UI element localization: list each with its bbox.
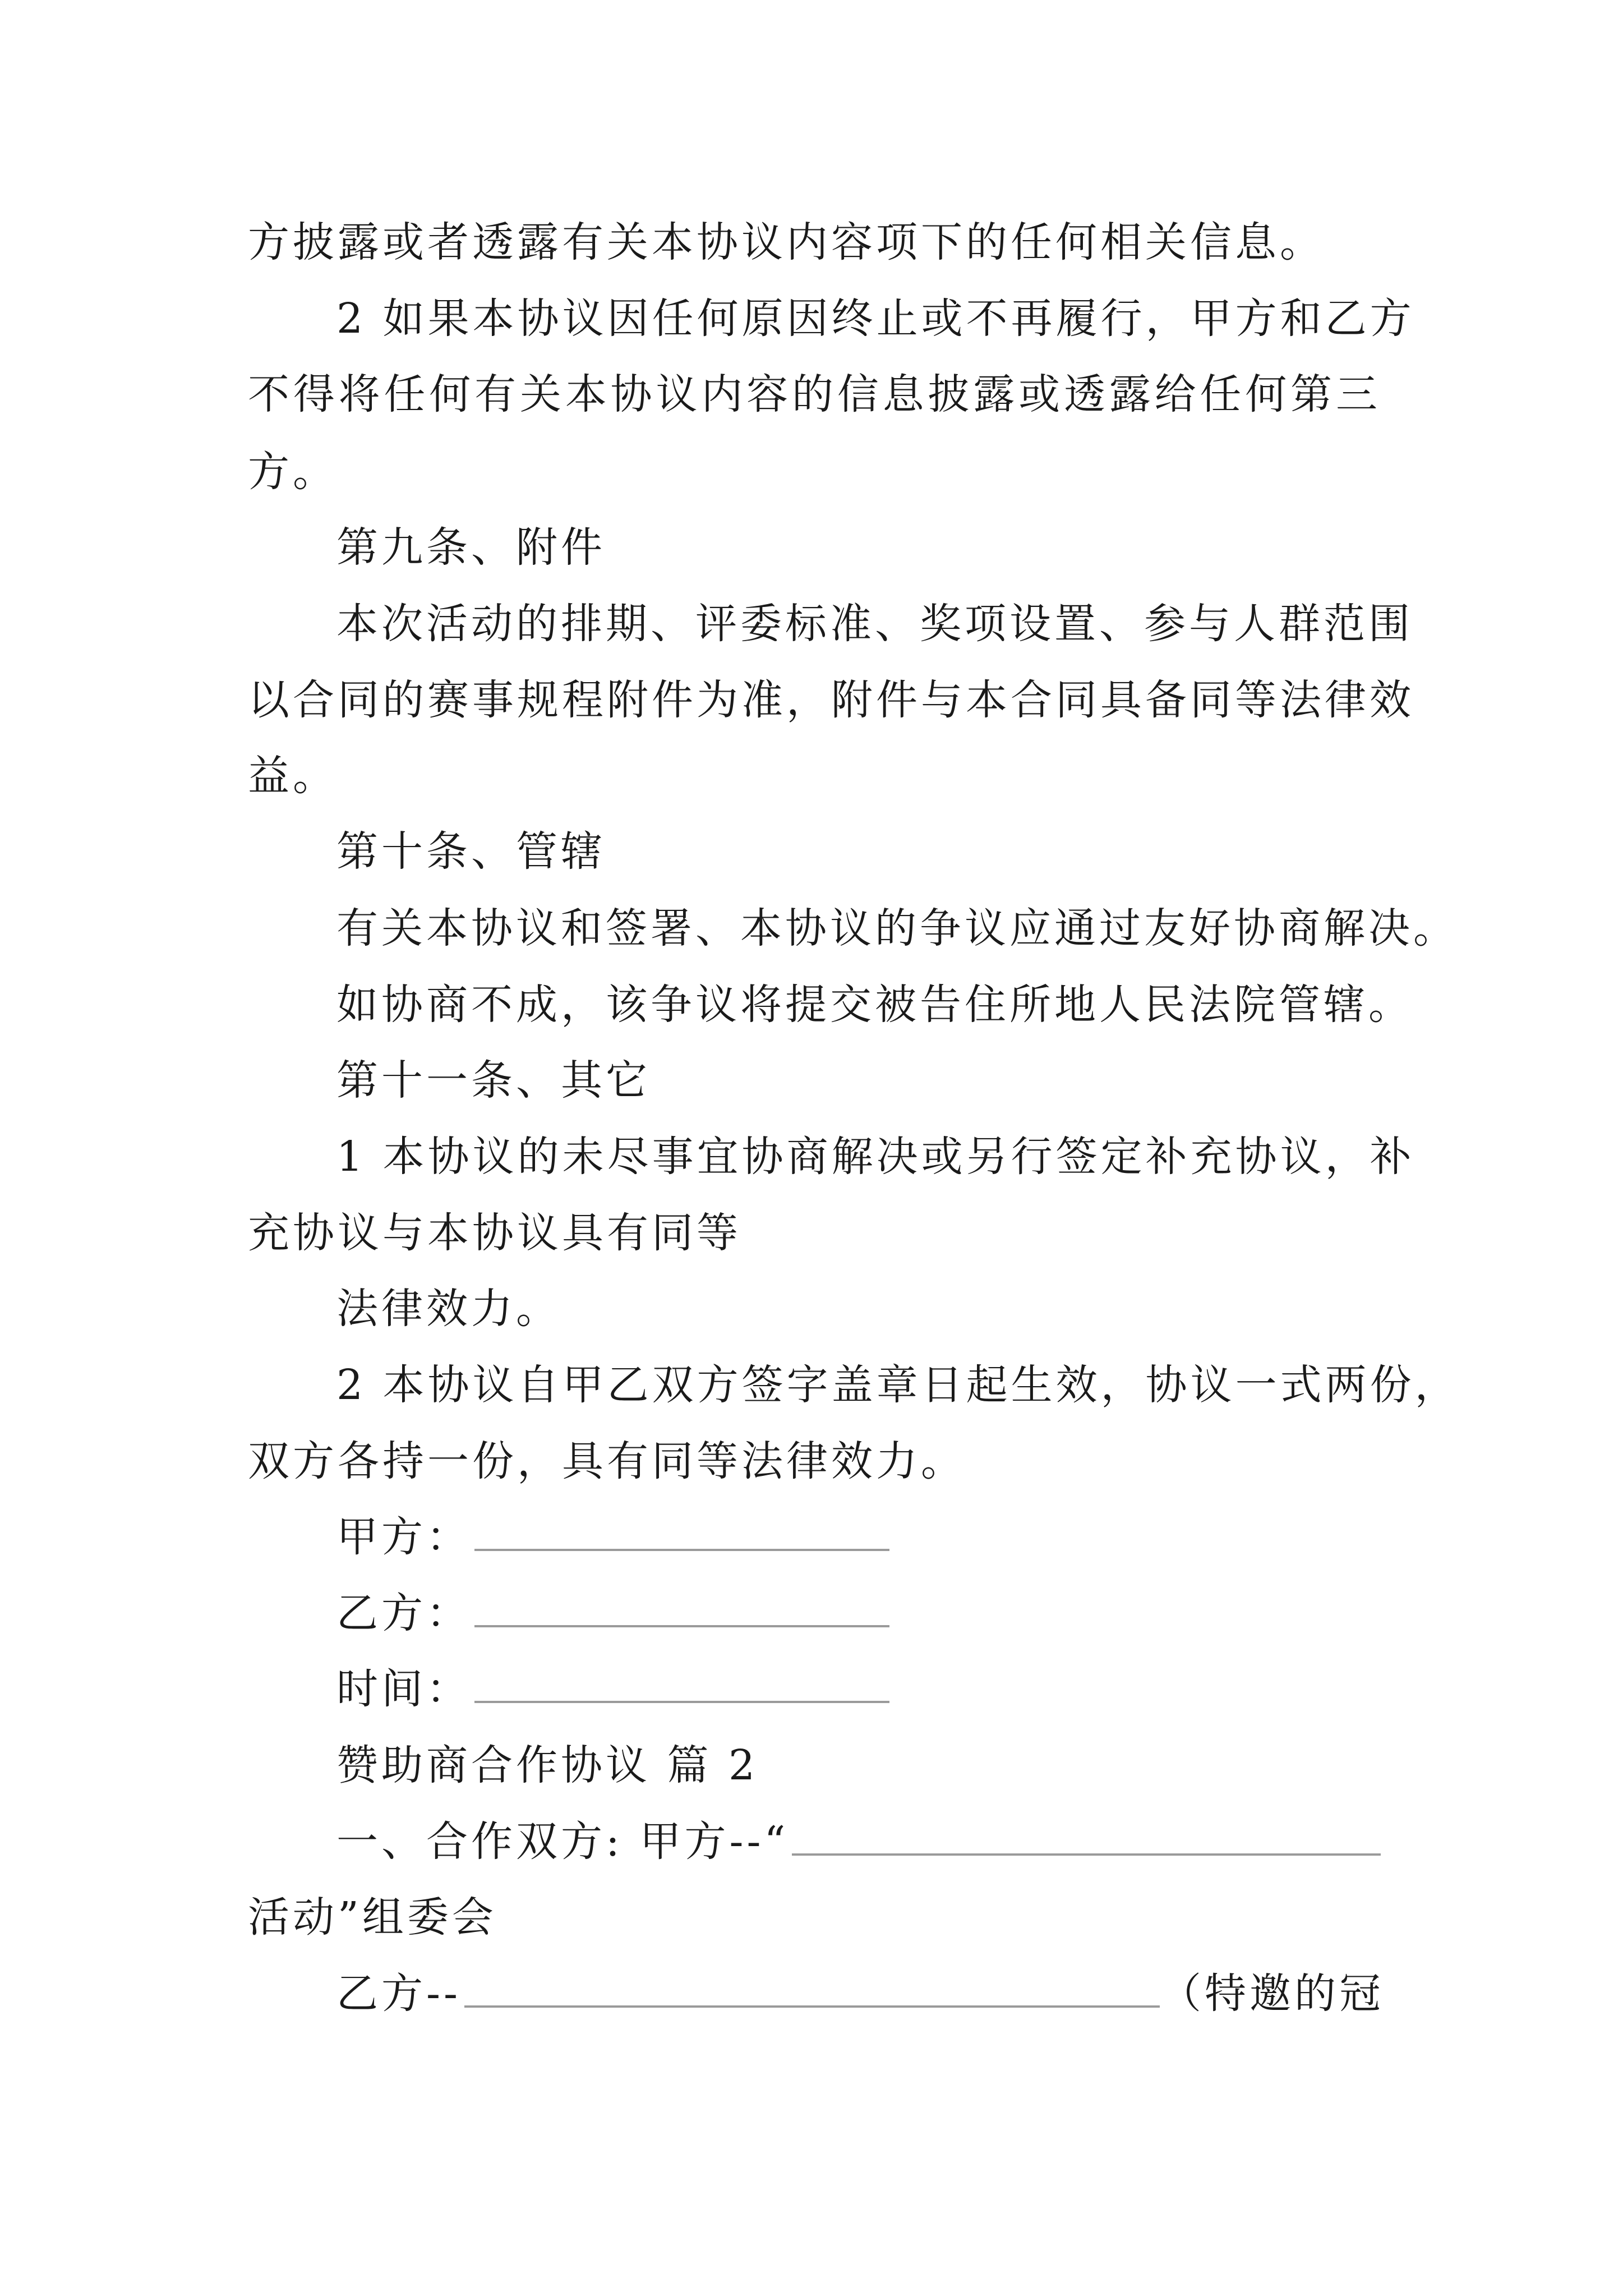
text-line: 活动”组委会 bbox=[248, 1893, 497, 1941]
text-line: 本次活动的排期、评委标准、奖项设置、参与人群范围 bbox=[336, 600, 1413, 648]
text-segment: 一、合作双方: 甲方--“ bbox=[336, 1818, 789, 1866]
text-line: 双方各持一份，具有同等法律效力。 bbox=[248, 1437, 966, 1485]
text-line bbox=[336, 1815, 1381, 1869]
section-heading: 第十一条、其它 bbox=[336, 1056, 651, 1105]
text-line: 方。 bbox=[248, 448, 338, 496]
signature-blank bbox=[474, 1667, 889, 1703]
text-line: 以合同的赛事规程附件为准，附件与本合同具备同等法律效 bbox=[248, 676, 1414, 724]
signature-blank bbox=[474, 1515, 889, 1551]
signature-blank bbox=[474, 1591, 889, 1627]
text-segment: 乙方-- bbox=[336, 1970, 462, 2018]
text-line: 2 如果本协议因任何原因终止或不再履行，甲方和乙方 bbox=[336, 295, 1415, 343]
text-segment: （特邀的冠 bbox=[1160, 1970, 1385, 2018]
text-line: 如协商不成，该争议将提交被告住所地人民法院管辖。 bbox=[336, 981, 1413, 1029]
signature-line-party-a bbox=[336, 1510, 889, 1564]
signature-line-party-b bbox=[336, 1586, 889, 1640]
text-line: 方披露或者透露有关本协议内容项下的任何相关信息。 bbox=[248, 218, 1325, 266]
text-line: 益。 bbox=[248, 752, 338, 800]
text-line: 不得将任何有关本协议内容的信息披露或透露给任何第三 bbox=[248, 370, 1381, 418]
fill-in-blank bbox=[464, 1972, 1160, 2008]
signature-label: 甲方： bbox=[336, 1513, 471, 1561]
fill-in-blank bbox=[792, 1820, 1381, 1856]
signature-label: 时间： bbox=[336, 1665, 471, 1713]
text-line: 法律效力。 bbox=[336, 1285, 561, 1333]
text-line bbox=[336, 1967, 1384, 2021]
agreement-title: 赞助商合作协议 篇 2 bbox=[336, 1741, 759, 1789]
signature-line-date bbox=[336, 1662, 889, 1716]
text-line: 1 本协议的未尽事宜协商解决或另行签定补充协议，补 bbox=[336, 1133, 1415, 1181]
section-heading: 第十条、管辖 bbox=[336, 827, 606, 876]
text-line: 充协议与本协议具有同等 bbox=[248, 1209, 741, 1257]
signature-label: 乙方： bbox=[336, 1589, 471, 1637]
section-heading: 第九条、附件 bbox=[336, 523, 606, 572]
text-line: 有关本协议和签署、本协议的争议应通过友好协商解决。 bbox=[336, 904, 1458, 953]
text-line: 2 本协议自甲乙双方签字盖章日起生效，协议一式两份， bbox=[336, 1361, 1460, 1409]
